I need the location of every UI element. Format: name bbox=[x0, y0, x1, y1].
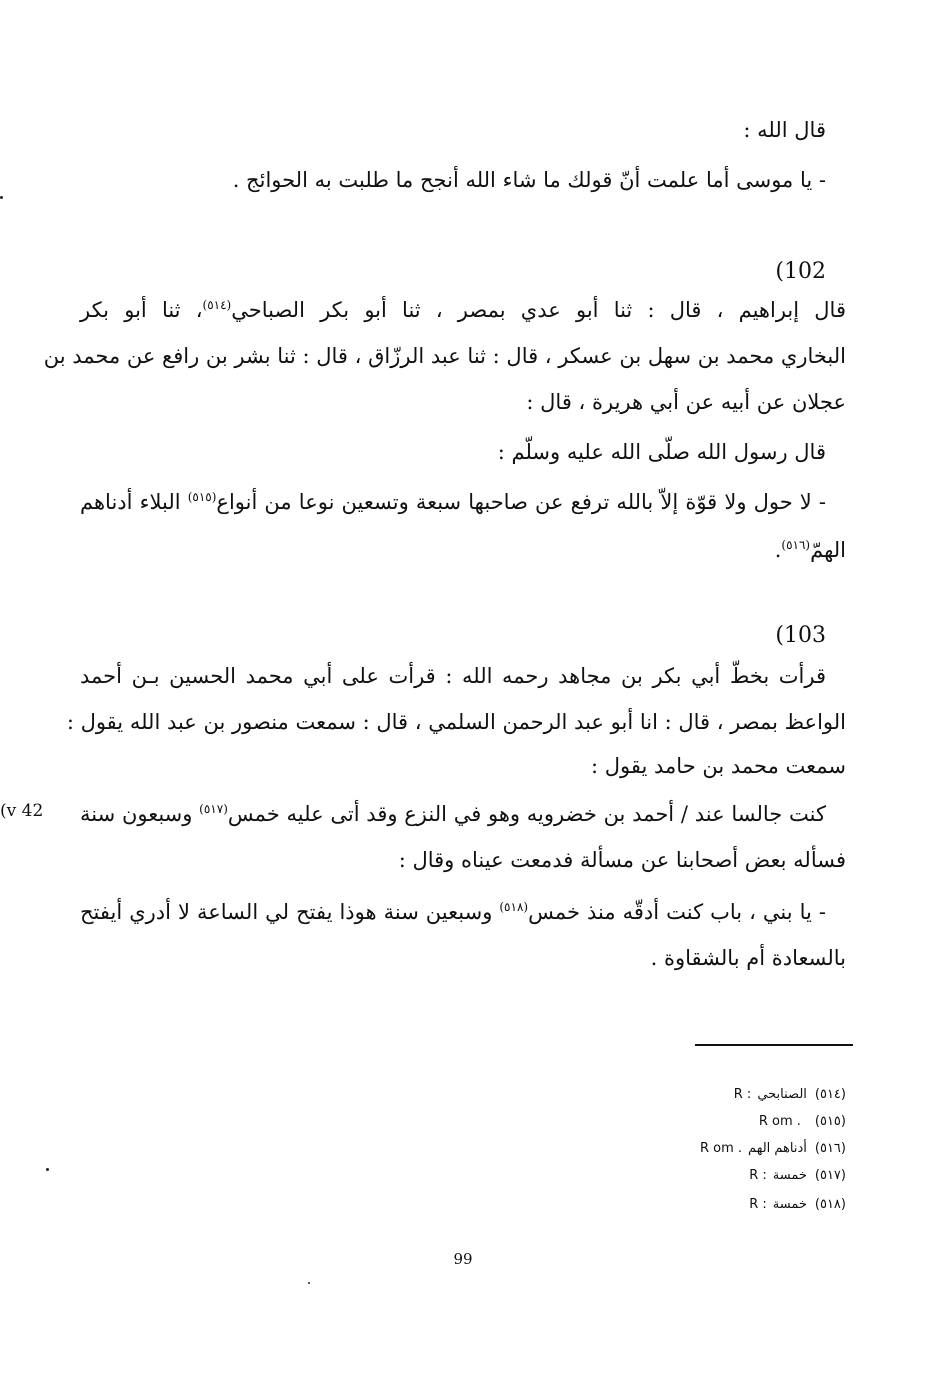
margin-folio-note: (v 42 bbox=[0, 801, 44, 821]
paragraph-103-line-4 bbox=[80, 800, 826, 828]
paragraph-103-line-6 bbox=[80, 898, 826, 926]
quote-line: - يا موسى أما علمت أنّ قولك ما شاء الله أنجح ما طلبت به الحوائج . bbox=[232, 168, 826, 192]
speaker-line: قال الله : bbox=[743, 118, 826, 142]
paragraph-102-line-2: البخاري محمد بن سهل بن عسكر ، قال : ثنا عبد الرزّاق ، قال : ثنا بشر بن رافع عن محمد بن bbox=[43, 344, 846, 368]
page-number: 99 bbox=[453, 1250, 473, 1268]
footnote-ref: (٥١٧) bbox=[199, 802, 228, 816]
footnote-arabic: خمسة bbox=[772, 1197, 807, 1212]
text-span: ، ثنا أبو بكر bbox=[80, 298, 203, 322]
footnote-edition: R om . bbox=[700, 1141, 743, 1156]
footnote-separator bbox=[695, 1044, 853, 1046]
footnote-edition: R om . bbox=[758, 1114, 801, 1129]
scan-speck bbox=[308, 1282, 310, 1284]
text-span: كنت جالسا عند / أحمد بن خضرويه وهو في النزع وقد أتى عليه خمس bbox=[227, 802, 826, 826]
footnote-arabic: خمسة bbox=[772, 1168, 807, 1183]
scan-speck bbox=[0, 196, 3, 199]
footnote-item bbox=[749, 1167, 846, 1185]
text-span: الهمّ bbox=[810, 538, 846, 562]
text-span: . bbox=[774, 538, 782, 562]
footnote-number: (٥١٧) bbox=[814, 1168, 846, 1183]
footnote-item bbox=[734, 1086, 846, 1104]
footnote-item bbox=[759, 1113, 846, 1131]
footnote-edition: R : bbox=[733, 1087, 752, 1102]
text-span: - لا حول ولا قوّة إلاّ بالله ترفع عن صاحبها سبعة وتسعين نوعا من أنواع bbox=[216, 490, 826, 514]
paragraph-102-line-1 bbox=[80, 296, 846, 324]
footnote-arabic: الصنابحي bbox=[757, 1087, 807, 1102]
paragraph-103-line-2: الواعظ بمصر ، قال : انا أبو عبد الرحمن السلمي ، قال : سمعت منصور بن عبد الله يقول : bbox=[66, 710, 846, 734]
paragraph-102-line-3: عجلان عن أبيه عن أبي هريرة ، قال : bbox=[526, 390, 846, 414]
section-number-102: (102 bbox=[775, 259, 826, 284]
paragraph-102-line-4: قال رسول الله صلّى الله عليه وسلّم : bbox=[497, 440, 826, 464]
paragraph-103-line-7: بالسعادة أم بالشقاوة . bbox=[650, 946, 846, 970]
paragraph-103-line-5: فسأله بعض أصحابنا عن مسألة فدمعت عيناه وقال : bbox=[398, 848, 846, 872]
footnote-edition: R : bbox=[749, 1168, 767, 1183]
footnote-ref: (٥١٦) bbox=[781, 538, 811, 552]
paragraph-102-line-5 bbox=[80, 488, 826, 516]
text-span: - يا بني ، باب كنت أدقّه منذ خمس bbox=[528, 900, 826, 924]
scan-speck bbox=[46, 1168, 49, 1171]
text-span: قال إبراهيم ، قال : ثنا أبو عدي بمصر ، ثنا أبو بكر الصباحي bbox=[231, 298, 846, 322]
footnote-edition: R : bbox=[749, 1197, 767, 1212]
footnote-arabic: أدناهم الهم bbox=[748, 1141, 807, 1156]
footnote-number: (٥١٨) bbox=[814, 1197, 846, 1212]
footnote-item bbox=[700, 1140, 846, 1158]
text-span: وسبعون سنة bbox=[80, 802, 200, 826]
footnote-number: (٥١٦) bbox=[814, 1141, 846, 1156]
text-span: البلاء أدناهم bbox=[80, 490, 188, 514]
footnote-ref: (٥١٨) bbox=[499, 900, 529, 914]
footnote-ref: (٥١٥) bbox=[187, 490, 217, 504]
footnote-number: (٥١٥) bbox=[814, 1114, 846, 1129]
footnote-item bbox=[749, 1196, 846, 1214]
footnote-number: (٥١٤) bbox=[814, 1087, 846, 1102]
section-number-103: (103 bbox=[775, 623, 826, 648]
text-span: وسبعين سنة هوذا يفتح لي الساعة لا أدري أيفتح bbox=[80, 900, 500, 924]
paragraph-102-line-6 bbox=[775, 536, 846, 564]
footnote-ref: (٥١٤) bbox=[202, 298, 232, 312]
paragraph-103-line-3: سمعت محمد بن حامد يقول : bbox=[591, 754, 846, 778]
paragraph-103-line-1: قرأت بخطّ أبي بكر بن مجاهد رحمه الله : قرأت على أبي محمد الحسين بـن أحمد bbox=[80, 664, 826, 688]
